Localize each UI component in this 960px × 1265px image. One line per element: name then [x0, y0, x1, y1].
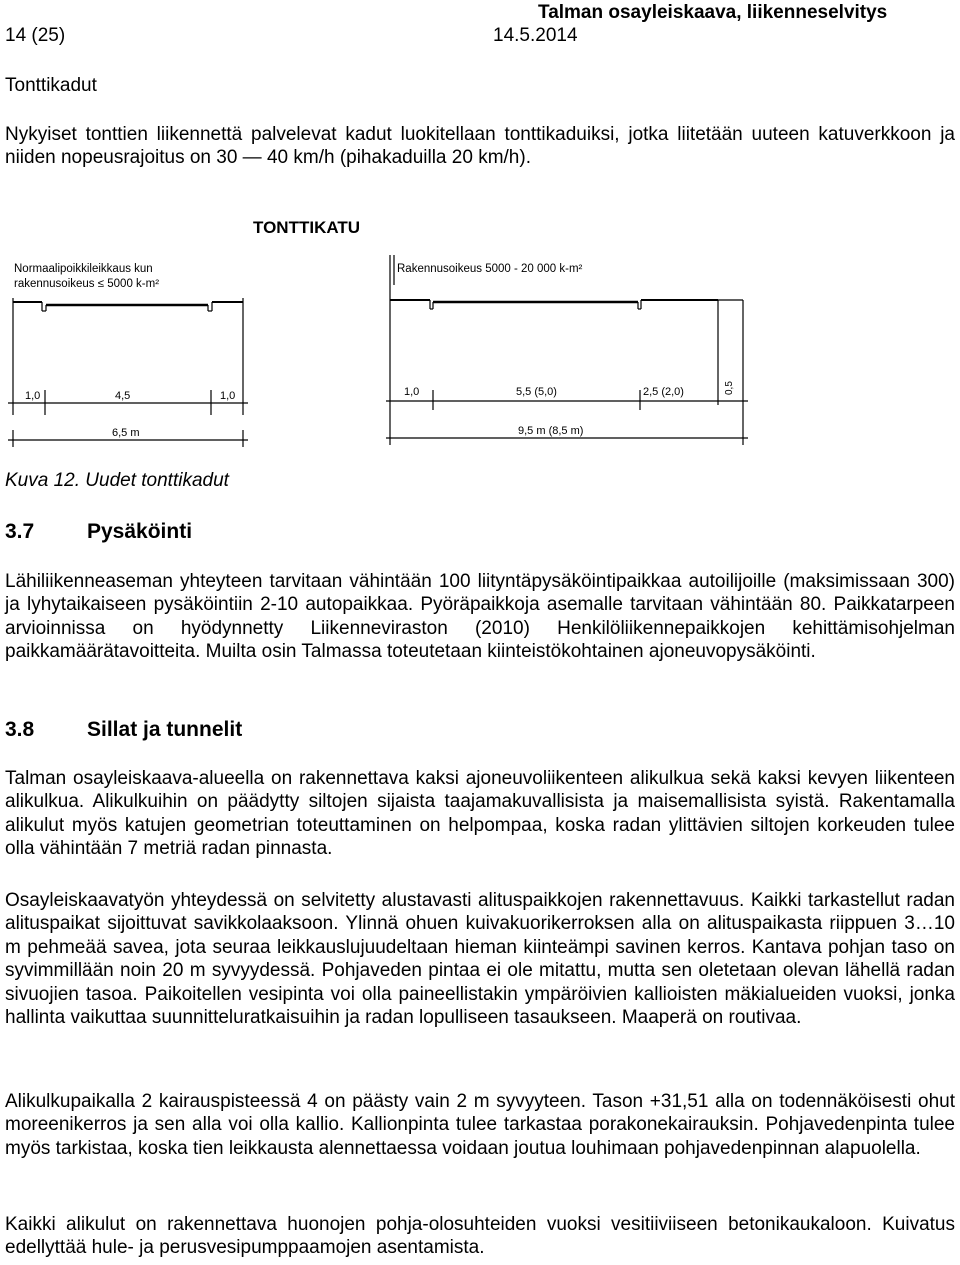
right-total-width: 9,5 m (8,5 m) — [518, 425, 584, 437]
left-dim-2: 4,5 — [115, 390, 131, 402]
subheading-tonttikadut: Tonttikadut — [5, 75, 97, 96]
section-3-8-paragraph-4: Kaikki alikulut on rakennettava huonojen pohja-olosuhteiden vuoksi vesitiiviiseen betonikaukaloon. Kuivatus edellyttää hule- ja perusvesipumppaamojen asentamista. — [5, 1214, 955, 1259]
left-section-label-1: Normaalipoikkileikkaus kun — [14, 263, 153, 275]
figure-title: TONTTIKATU — [253, 218, 361, 237]
intro-paragraph: Nykyiset tonttien liikennettä palvelevat kadut luokitellaan tonttikaduiksi, jotka liitetään uuteen katuverkkoon ja niiden nopeusrajoitus on 30 — 40 km/h (pihakaduilla 20 km/h). — [5, 124, 955, 169]
left-dim-3: 1,0 — [220, 390, 236, 402]
section-3-8-heading — [5, 718, 242, 742]
left-total-width: 6,5 m — [112, 427, 140, 439]
section-3-7-number: 3.7 — [5, 520, 35, 543]
right-section-drawing — [386, 255, 748, 445]
left-section-label-2: rakennusoikeus ≤ 5000 k-m² — [14, 278, 160, 290]
right-section-label: Rakennusoikeus 5000 - 20 000 k-m² — [397, 263, 583, 275]
section-3-7-paragraph: Lähiliikenneaseman yhteyteen tarvitaan vähintään 100 liityntäpysäköintipaikkaa autoilijoille (maksimissaan 300) ja lyhytaikaiseen pysäköintiin 2-10 autopaikkaa. Pyöräpaikkoja asemalle tarvitaan vähintään 80. Paikkatarpeen arvioinnissa on hyödynnetty Liikenneviraston (2010) Henkilöliikennepaikkojen kehittämisohjelman paikkamäärätavoitteita. Muilta osin Talmassa toteutetaan kiinteistökohtainen ajoneuvopysäköinti. — [5, 571, 955, 663]
section-3-8-title: Sillat ja tunnelit — [87, 718, 243, 741]
left-section-drawing — [8, 298, 248, 447]
right-dim-3: 2,5 (2,0) — [643, 386, 684, 398]
section-3-7-title: Pysäköinti — [87, 520, 193, 543]
right-dim-2: 5,5 (5,0) — [516, 386, 557, 398]
document-title: Talman osayleiskaava, liikenneselvitys — [538, 2, 888, 23]
section-3-8-number: 3.8 — [5, 718, 35, 741]
section-3-8-paragraph-2: Osayleiskaavatyön yhteydessä on selvitetty alustavasti alituspaikkojen rakennettavuus. Kaikki tarkastellut radan alituspaikat sijoittuvat savikkolaaksoon. Ylinnä ohuen kuivakuorikerroksen alla on alituspaikasta riippuen 3…10 m pehmeää savea, jota seuraa leikkauslujuudeltaan hieman kiinteämpi savinen kerros. Kantava pohjan taso on syvimmillään noin 20 m syvyydessä. Pohjaveden pintaa ei ole mitattu, mutta sen oletetaan olevan lähellä radan sivuojien tasoa. Paikoitellen vesipinta voi olla paineellistakin ympäröivien kallioisten mäkialueiden vuoksi, jonka hallinta vaikuttaa suunnitteluratkaisuihin ja radan lopulliseen tasaukseen. Maaperä on routivaa. — [5, 890, 955, 1029]
street-cross-section-figure — [0, 205, 960, 453]
document-date: 14.5.2014 — [493, 25, 578, 46]
left-dim-1: 1,0 — [25, 390, 41, 402]
right-dim-1: 1,0 — [404, 386, 420, 398]
page-number: 14 (25) — [5, 25, 66, 46]
section-3-8-paragraph-3: Alikulkupaikalla 2 kairauspisteessä 4 on päästy vain 2 m syvyyteen. Tason +31,51 alla on todennäköisesti ohut moreenikerros ja sen alla voi olla kallio. Kallionpinta tulee tarkastaa porakonekairauksin. Pohjavedenpinta tulee myös tarkistaa, koska tien leikkausta alennettaessa voidaan joutua louhimaan pohjavedenpinnan alapuolella. — [5, 1091, 955, 1159]
figure-caption: Kuva 12. Uudet tonttikadut — [5, 470, 229, 491]
right-dim-4: 0,5 — [724, 381, 735, 395]
section-3-7-heading — [5, 520, 192, 544]
section-3-8-paragraph-1: Talman osayleiskaava-alueella on rakennettava kaksi ajoneuvoliikenteen alikulkua sekä kaksi kevyen liikenteen alikulkua. Alikulkuihin on päädytty siltojen sijaista taajamakuvallisista ja maisemallisista syistä. Rakentamalla alikulut myös katujen geometrian toteuttaminen on helpompaa, koska radan ylittävien siltojen korkeuden tulee olla vähintään 7 metriä radan pinnasta. — [5, 768, 955, 860]
